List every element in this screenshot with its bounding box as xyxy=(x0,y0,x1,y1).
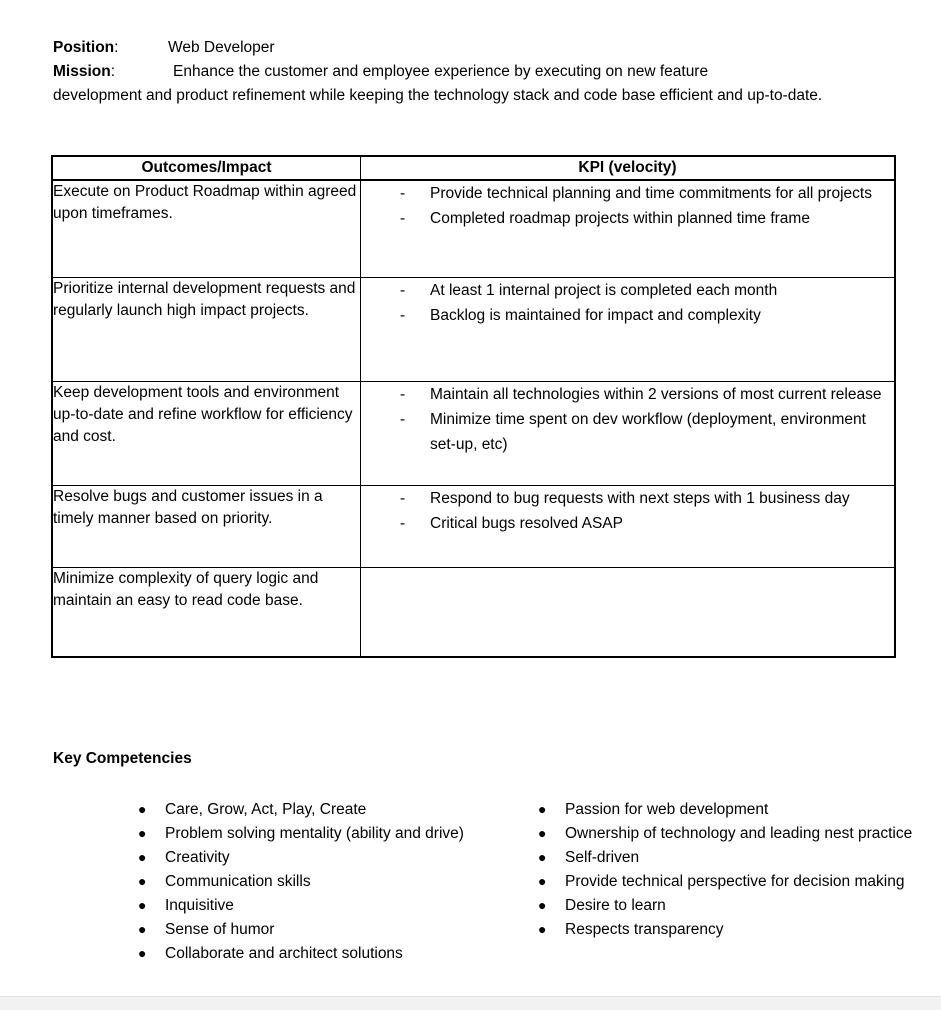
table-row xyxy=(52,180,895,277)
outcome-cell: Prioritize internal development requests and regularly launch high impact projects. xyxy=(52,277,361,381)
page-bottom-edge xyxy=(0,996,941,1010)
mission-value-continued: development and product refinement while keeping the technology stack and code base efficient and up-to-date. xyxy=(53,87,823,104)
kpi-cell xyxy=(361,381,896,485)
list-item-text: Problem solving mentality (ability and drive) xyxy=(165,825,464,842)
bullet-icon: ● xyxy=(538,801,547,817)
list-item xyxy=(538,870,941,894)
mission-label: Mission: xyxy=(53,63,116,80)
kpi-list xyxy=(361,181,894,231)
list-item-text: Desire to learn xyxy=(565,897,666,914)
list-item xyxy=(538,798,941,822)
bullet-icon: ● xyxy=(138,849,147,865)
bullet-icon: ● xyxy=(538,873,547,889)
mission-colon: : xyxy=(110,63,116,80)
outcome-cell: Resolve bugs and customer issues in a timely manner based on priority. xyxy=(52,485,361,567)
dash-marker: - xyxy=(400,514,406,532)
dash-marker: - xyxy=(400,410,406,428)
kpi-item-text: Completed roadmap projects within planned time frame xyxy=(430,210,810,227)
kpi-cell xyxy=(361,180,896,277)
outcome-cell: Keep development tools and environment up-to-date and refine workflow for efficiency and cost. xyxy=(52,381,361,485)
list-item-text: Care, Grow, Act, Play, Create xyxy=(165,801,367,818)
key-competencies-columns xyxy=(0,798,941,966)
bullet-icon: ● xyxy=(138,801,147,817)
kpi-item-text: Critical bugs resolved ASAP xyxy=(430,514,623,532)
kpi-item-text: Backlog is maintained for impact and complexity xyxy=(430,306,761,324)
list-item-text: Self-driven xyxy=(565,849,640,866)
list-item xyxy=(538,894,941,918)
kpi-item xyxy=(361,407,894,457)
column-header-kpi: KPI (velocity) xyxy=(361,156,896,180)
list-item-text: Inquisitive xyxy=(165,897,234,914)
bullet-icon: ● xyxy=(538,921,547,937)
bullet-icon: ● xyxy=(138,945,147,961)
kpi-item-text: At least 1 internal project is completed each month xyxy=(430,281,778,299)
list-item-text: Collaborate and architect solutions xyxy=(165,945,403,962)
list-item-text: Provide technical perspective for decision making xyxy=(565,873,905,890)
table-row xyxy=(52,485,895,567)
list-item xyxy=(138,870,525,894)
kpi-item-text: Minimize time spent on dev workflow (deployment, environment set-up, etc) xyxy=(430,410,866,453)
dash-marker: - xyxy=(400,306,406,324)
list-item-text: Sense of humor xyxy=(165,921,275,938)
list-item xyxy=(538,822,941,846)
list-item-text: Creativity xyxy=(165,849,230,866)
list-item xyxy=(538,846,941,870)
kpi-item xyxy=(361,278,894,303)
kpi-item xyxy=(361,511,894,536)
dash-marker: - xyxy=(400,385,406,403)
list-item xyxy=(138,846,525,870)
kpi-item-text: Respond to bug requests with next steps with 1 business day xyxy=(430,489,850,507)
bullet-icon: ● xyxy=(138,897,147,913)
position-value: Web Developer xyxy=(168,39,275,56)
kpi-item xyxy=(361,206,894,231)
kpi-list xyxy=(361,486,894,536)
table-row xyxy=(52,567,895,657)
position-colon: : xyxy=(114,39,119,56)
kpi-list xyxy=(361,278,894,328)
list-item xyxy=(138,822,525,846)
kpi-cell xyxy=(361,277,896,381)
kpi-item xyxy=(361,486,894,511)
bullet-icon: ● xyxy=(138,873,147,889)
table-row xyxy=(52,277,895,381)
competencies-left-column xyxy=(0,798,525,966)
kpi-list xyxy=(361,382,894,457)
competency-list xyxy=(538,798,941,942)
kpi-item-text: Maintain all technologies within 2 versions of most current release xyxy=(430,385,882,403)
column-header-outcomes: Outcomes/Impact xyxy=(52,156,361,180)
bullet-icon: ● xyxy=(138,825,147,841)
list-item xyxy=(138,798,525,822)
table-header-row xyxy=(52,156,895,180)
list-item xyxy=(138,894,525,918)
outcome-cell: Execute on Product Roadmap within agreed upon timeframes. xyxy=(52,180,361,277)
list-item-text: Communication skills xyxy=(165,873,311,890)
list-item xyxy=(138,918,525,942)
list-item-text: Ownership of technology and leading nest practice xyxy=(565,825,913,842)
position-label: Position: xyxy=(53,39,119,56)
key-competencies-heading: Key Competencies xyxy=(53,750,192,767)
list-item-text: Passion for web development xyxy=(565,801,769,818)
list-item-text: Respects transparency xyxy=(565,921,724,938)
outcomes-kpi-table xyxy=(51,155,896,658)
mission-line xyxy=(53,60,888,84)
kpi-item xyxy=(361,303,894,328)
competencies-right-column xyxy=(525,798,941,966)
kpi-item xyxy=(361,382,894,407)
kpi-cell xyxy=(361,485,896,567)
bullet-icon: ● xyxy=(138,921,147,937)
dash-marker: - xyxy=(400,185,406,202)
document-header xyxy=(53,36,888,108)
bullet-icon: ● xyxy=(538,825,547,841)
bullet-icon: ● xyxy=(538,897,547,913)
kpi-item xyxy=(361,181,894,206)
mission-value-first-line: Enhance the customer and employee experience by executing on new feature xyxy=(173,63,709,80)
dash-marker: - xyxy=(400,281,406,299)
dash-marker: - xyxy=(400,489,406,507)
competency-list xyxy=(138,798,525,966)
kpi-item-text: Provide technical planning and time commitments for all projects xyxy=(430,185,872,202)
kpi-cell-empty xyxy=(361,567,896,657)
table-row xyxy=(52,381,895,485)
bullet-icon: ● xyxy=(538,849,547,865)
dash-marker: - xyxy=(400,210,406,227)
list-item xyxy=(538,918,941,942)
list-item xyxy=(138,942,525,966)
position-line xyxy=(53,36,888,60)
outcome-cell: Minimize complexity of query logic and maintain an easy to read code base. xyxy=(52,567,361,657)
